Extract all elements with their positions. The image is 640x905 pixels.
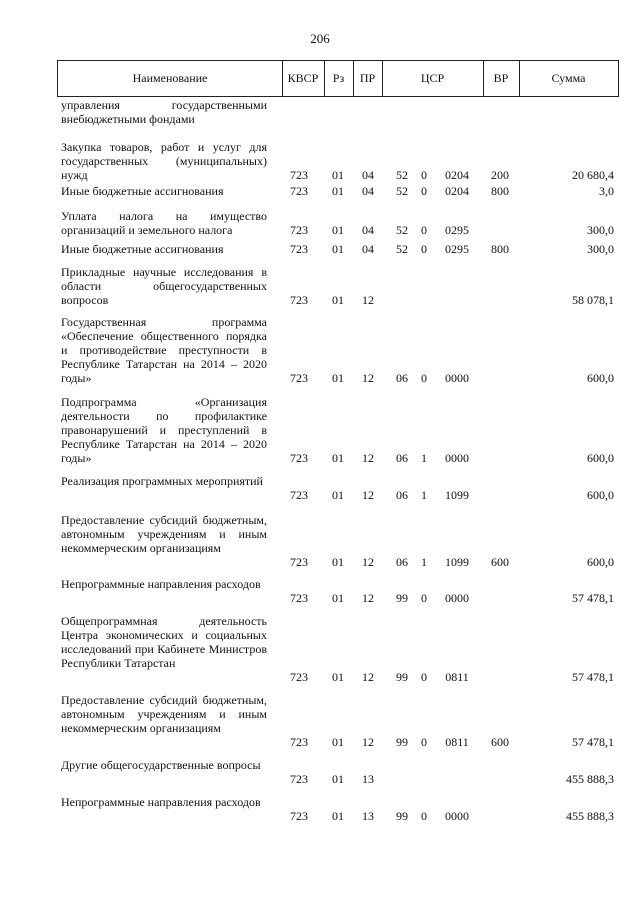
row-pr: 04 bbox=[362, 184, 374, 198]
row-csr-subprogram: 0 bbox=[421, 591, 427, 605]
row-pr: 12 bbox=[362, 293, 374, 307]
row-csr-program: 06 bbox=[396, 488, 408, 502]
row-csr-subprogram: 0 bbox=[421, 809, 427, 823]
row-rz: 01 bbox=[332, 293, 344, 307]
row-name: Подпрограмма «Организация деятельности по профилактике правонарушений и преступлений в Республике Татарстан на 2014 – 2020 годы» bbox=[61, 395, 267, 465]
row-pr: 12 bbox=[362, 735, 374, 749]
table-row bbox=[0, 758, 640, 786]
row-kvsr: 723 bbox=[290, 184, 308, 198]
row-kvsr: 723 bbox=[290, 735, 308, 749]
header-vr: ВР bbox=[493, 71, 509, 85]
row-kvsr: 723 bbox=[290, 242, 308, 256]
row-rz: 01 bbox=[332, 371, 344, 385]
row-sum: 57 478,1 bbox=[572, 670, 614, 684]
row-csr-direction: 1099 bbox=[445, 555, 469, 569]
row-sum: 57 478,1 bbox=[572, 591, 614, 605]
row-csr-direction: 0000 bbox=[445, 809, 469, 823]
row-csr-direction: 0811 bbox=[445, 735, 469, 749]
header-sum: Сумма bbox=[551, 71, 586, 85]
row-name: Общепрограммная деятельность Центра экономических и социальных исследований при Кабинете Министров Республики Татарстан bbox=[61, 614, 267, 670]
row-csr-subprogram: 0 bbox=[421, 735, 427, 749]
row-csr-direction: 0204 bbox=[445, 184, 469, 198]
row-csr-direction: 0000 bbox=[445, 371, 469, 385]
row-sum: 600,0 bbox=[587, 555, 614, 569]
row-rz: 01 bbox=[332, 670, 344, 684]
row-csr-subprogram: 0 bbox=[421, 168, 427, 182]
row-rz: 01 bbox=[332, 223, 344, 237]
row-kvsr: 723 bbox=[290, 168, 308, 182]
row-rz: 01 bbox=[332, 735, 344, 749]
row-sum: 600,0 bbox=[587, 488, 614, 502]
table-row bbox=[0, 140, 640, 182]
row-name: Непрограммные направления расходов bbox=[61, 795, 261, 809]
row-name: Предоставление субсидий бюджетным, автономным учреждениям и иным некоммерческим организациям bbox=[61, 513, 267, 555]
row-pr: 12 bbox=[362, 670, 374, 684]
row-pr: 04 bbox=[362, 223, 374, 237]
row-vr: 200 bbox=[491, 168, 509, 182]
row-csr-program: 06 bbox=[396, 371, 408, 385]
row-rz: 01 bbox=[332, 168, 344, 182]
row-csr-program: 99 bbox=[396, 670, 408, 684]
table-row bbox=[0, 693, 640, 749]
table-row bbox=[0, 265, 640, 307]
row-pr: 04 bbox=[362, 242, 374, 256]
row-name: Предоставление субсидий бюджетным, автономным учреждениям и иным некоммерческим организациям bbox=[61, 693, 267, 735]
row-name: Уплата налога на имущество организаций и земельного налога bbox=[61, 209, 267, 237]
row-name: Непрограммные направления расходов bbox=[61, 577, 261, 591]
row-kvsr: 723 bbox=[290, 809, 308, 823]
table-row bbox=[0, 614, 640, 684]
row-pr: 12 bbox=[362, 591, 374, 605]
row-rz: 01 bbox=[332, 488, 344, 502]
table-row bbox=[0, 577, 640, 605]
table-row bbox=[0, 395, 640, 465]
table-header bbox=[57, 60, 619, 97]
row-sum: 600,0 bbox=[587, 451, 614, 465]
row-csr-direction: 0000 bbox=[445, 451, 469, 465]
row-csr-program: 99 bbox=[396, 591, 408, 605]
row-vr: 800 bbox=[491, 242, 509, 256]
row-name: Иные бюджетные ассигнования bbox=[61, 184, 224, 198]
row-csr-subprogram: 1 bbox=[421, 451, 427, 465]
row-csr-program: 99 bbox=[396, 809, 408, 823]
row-pr: 12 bbox=[362, 371, 374, 385]
row-csr-subprogram: 0 bbox=[421, 242, 427, 256]
row-vr: 600 bbox=[491, 735, 509, 749]
row-csr-program: 52 bbox=[396, 223, 408, 237]
row-kvsr: 723 bbox=[290, 555, 308, 569]
row-pr: 12 bbox=[362, 488, 374, 502]
row-csr-direction: 0295 bbox=[445, 223, 469, 237]
row-rz: 01 bbox=[332, 451, 344, 465]
table-row bbox=[0, 98, 640, 126]
page-number: 206 bbox=[310, 31, 330, 46]
row-pr: 12 bbox=[362, 451, 374, 465]
row-csr-program: 52 bbox=[396, 242, 408, 256]
row-csr-subprogram: 1 bbox=[421, 555, 427, 569]
table-row bbox=[0, 474, 640, 502]
row-sum: 58 078,1 bbox=[572, 293, 614, 307]
row-rz: 01 bbox=[332, 242, 344, 256]
row-csr-program: 06 bbox=[396, 451, 408, 465]
row-csr-program: 06 bbox=[396, 555, 408, 569]
row-csr-subprogram: 0 bbox=[421, 223, 427, 237]
row-csr-subprogram: 0 bbox=[421, 184, 427, 198]
table-row bbox=[0, 184, 640, 198]
row-csr-direction: 0811 bbox=[445, 670, 469, 684]
row-kvsr: 723 bbox=[290, 451, 308, 465]
row-pr: 12 bbox=[362, 555, 374, 569]
row-csr-direction: 0295 bbox=[445, 242, 469, 256]
row-rz: 01 bbox=[332, 809, 344, 823]
row-pr: 13 bbox=[362, 772, 374, 786]
row-sum: 600,0 bbox=[587, 371, 614, 385]
row-pr: 04 bbox=[362, 168, 374, 182]
row-kvsr: 723 bbox=[290, 488, 308, 502]
row-sum: 300,0 bbox=[587, 242, 614, 256]
header-name: Наименование bbox=[132, 71, 208, 85]
row-vr: 600 bbox=[491, 555, 509, 569]
row-csr-subprogram: 0 bbox=[421, 371, 427, 385]
row-kvsr: 723 bbox=[290, 772, 308, 786]
table-row bbox=[0, 242, 640, 256]
row-vr: 800 bbox=[491, 184, 509, 198]
table-row bbox=[0, 795, 640, 823]
row-csr-program: 52 bbox=[396, 168, 408, 182]
row-csr-subprogram: 0 bbox=[421, 670, 427, 684]
row-csr-program: 99 bbox=[396, 735, 408, 749]
row-name: Другие общегосударственные вопросы bbox=[61, 758, 261, 772]
row-sum: 57 478,1 bbox=[572, 735, 614, 749]
row-pr: 13 bbox=[362, 809, 374, 823]
row-kvsr: 723 bbox=[290, 223, 308, 237]
header-pr: ПР bbox=[359, 71, 376, 85]
row-sum: 20 680,4 bbox=[572, 168, 614, 182]
row-sum: 455 888,3 bbox=[566, 772, 614, 786]
row-name: Реализация программных мероприятий bbox=[61, 474, 263, 488]
row-csr-program: 52 bbox=[396, 184, 408, 198]
header-kvsr: КВСР bbox=[287, 71, 319, 85]
row-csr-subprogram: 1 bbox=[421, 488, 427, 502]
row-sum: 300,0 bbox=[587, 223, 614, 237]
row-name: Закупка товаров, работ и услуг для государственных (муниципальных) нужд bbox=[61, 140, 267, 182]
row-kvsr: 723 bbox=[290, 670, 308, 684]
header-csr: ЦСР bbox=[420, 71, 445, 85]
row-kvsr: 723 bbox=[290, 371, 308, 385]
row-rz: 01 bbox=[332, 772, 344, 786]
row-csr-direction: 0000 bbox=[445, 591, 469, 605]
row-csr-direction: 1099 bbox=[445, 488, 469, 502]
table-row bbox=[0, 513, 640, 569]
row-name: Иные бюджетные ассигнования bbox=[61, 242, 224, 256]
row-kvsr: 723 bbox=[290, 591, 308, 605]
row-sum: 3,0 bbox=[599, 184, 614, 198]
row-rz: 01 bbox=[332, 184, 344, 198]
row-name: управления государственными внебюджетными фондами bbox=[61, 98, 267, 126]
header-rz: Рз bbox=[332, 71, 345, 85]
table-row bbox=[0, 315, 640, 385]
row-name: Прикладные научные исследования в области общегосударственных вопросов bbox=[61, 265, 267, 307]
row-name: Государственная программа «Обеспечение общественного порядка и противодействие преступности в Республике Татарстан на 2014 – 2020 годы» bbox=[61, 315, 267, 385]
row-rz: 01 bbox=[332, 555, 344, 569]
table-row bbox=[0, 209, 640, 237]
row-kvsr: 723 bbox=[290, 293, 308, 307]
row-sum: 455 888,3 bbox=[566, 809, 614, 823]
row-rz: 01 bbox=[332, 591, 344, 605]
row-csr-direction: 0204 bbox=[445, 168, 469, 182]
